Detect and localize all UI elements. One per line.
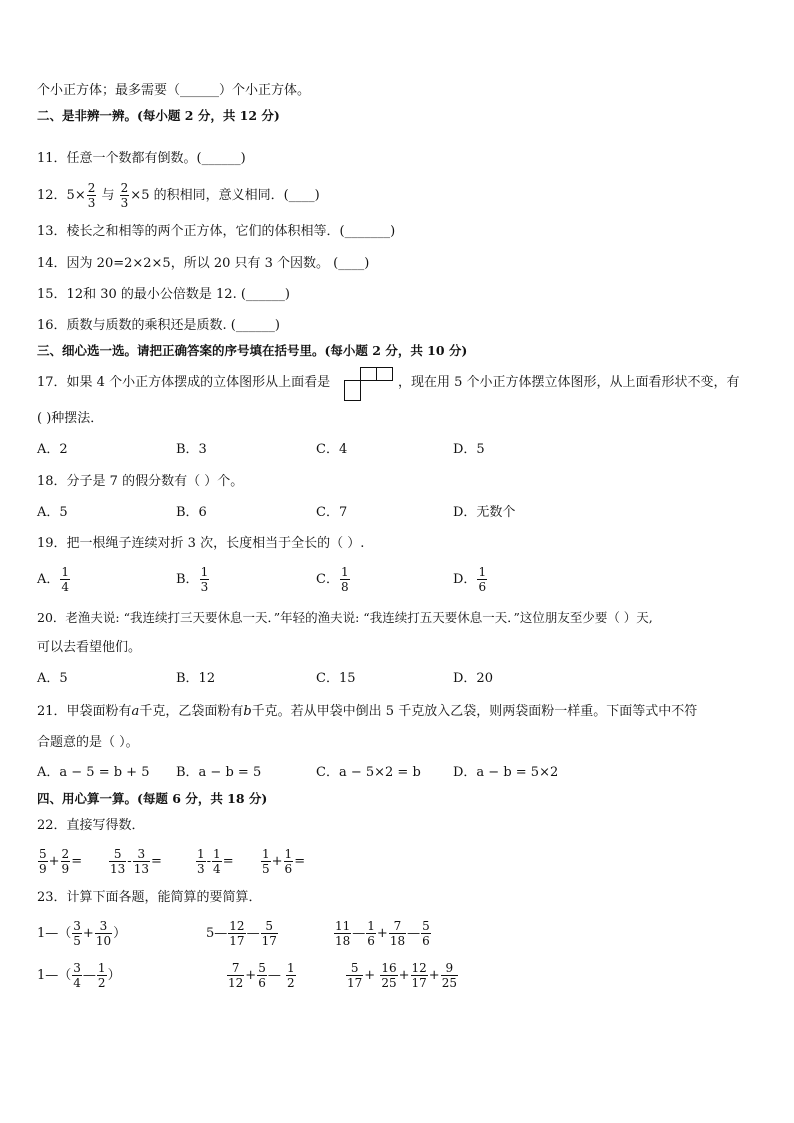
question-15: 15．12和 30 的最小公倍数是 12. (______) (37, 287, 290, 302)
q22-expr-4: $\frac{1}{5}$ + $\frac{1}{6}$ = (262, 847, 306, 876)
question-13: 13．棱长之和相等的两个正方体，它们的体积相等．(_______) (37, 224, 396, 239)
var-b: b (243, 704, 252, 719)
question-18: 18．分子是 7 的假分数有（ ）个。 (37, 474, 244, 489)
question-21-line-2: 合题意的是（ ）。 (37, 735, 139, 750)
section-4-heading: 四、用心算一算。(每题 6 分，共 18 分) (37, 791, 268, 806)
question-16: 16．质数与质数的乘积还是质数. (______) (37, 318, 280, 333)
q23-expr-1c: $\frac{11}{18}$ — $\frac{1}{6}$ + $\frac{7}{18}$ — $\frac{5}{6}$ (335, 919, 430, 948)
q17-option-c: C．4 (316, 442, 348, 457)
fraction: $\frac{1}{4}$ (61, 565, 70, 594)
question-20-line-1: 20．老渔夫说: “我连续打三天要休息一天．”年轻的渔夫说: “我连续打五天要休息一天．”这位朋友至少要（ ）天, (37, 610, 653, 625)
question-17-part-b: ，现在用 5 个小正方体摆立体图形，从上面看形状不变，有 (398, 375, 740, 390)
q21-option-a: A．a − 5 = b + 5 (37, 765, 150, 780)
q19-option-b: B． $\frac{1}{3}$ (176, 565, 209, 594)
q23-expr-2c: $\frac{5}{17}$ + $\frac{16}{25}$ + $\frac{12}{17}$ + $\frac{9}{25}$ (347, 961, 457, 990)
question-20-line-2: 可以去看望他们。 (37, 640, 142, 655)
question-17-part-a: 17．如果 4 个小正方体摆成的立体图形从上面看是 (37, 375, 331, 390)
question-14: 14．因为 20=2×2×5，所以 20 只有 3 个因数。 (____) (37, 256, 370, 271)
question-17-part-c: ( )种摆法． (37, 411, 104, 426)
q17-option-a: A．2 (37, 442, 68, 457)
fraction: $\frac{2}{3}$ (87, 181, 96, 210)
q18-option-a: A．5 (37, 505, 68, 520)
q19-option-c: C． $\frac{1}{8}$ (316, 565, 349, 594)
q22-expr-2: $\frac{5}{13}$ - $\frac{3}{13}$ = (110, 847, 162, 876)
q19-option-d: D． $\frac{1}{6}$ (453, 565, 487, 594)
q22-expr-3: $\frac{1}{3}$ - $\frac{1}{4}$ = (197, 847, 234, 876)
q19-option-a: A． $\frac{1}{4}$ (37, 565, 70, 594)
q17-option-d: D．5 (453, 442, 485, 457)
q23-expr-1b: 5— $\frac{12}{17}$ — $\frac{5}{17}$ (206, 919, 277, 948)
question-23: 23．计算下面各题，能简算的要简算． (37, 890, 262, 905)
q12-part-a: 12．5× (37, 188, 86, 203)
q21-option-c: C．a − 5×2 = b (316, 765, 421, 780)
q23-expr-2a: 1—（ $\frac{3}{4}$ — $\frac{1}{2}$ ） (37, 961, 121, 990)
q12-part-b: 与 (101, 188, 115, 203)
section-2-heading: 二、是非辨一辨。(每小题 2 分，共 12 分) (37, 108, 280, 123)
question-11: 11．任意一个数都有倒数。(______) (37, 151, 246, 166)
q17-option-b: B．3 (176, 442, 207, 457)
q21-option-d: D．a − b = 5×2 (453, 765, 559, 780)
q12-part-c: ×5 的积相同，意义相同．(____) (130, 188, 320, 203)
q18-option-d: D．无数个 (453, 505, 516, 520)
q18-option-b: B．6 (176, 505, 207, 520)
question-21-line-1: 21．甲袋面粉有a千克，乙袋面粉有b千克。若从甲袋中倒出 5 千克放入乙袋，则两袋面粉一样重。下面等式中不符 (37, 704, 698, 719)
q23-expr-2b: $\frac{7}{12}$ + $\frac{5}{6}$ — $\frac{1}{2}$ (228, 961, 295, 990)
q20-option-c: C．15 (316, 671, 356, 686)
q20-option-b: B．12 (176, 671, 216, 686)
var-a: a (131, 704, 140, 719)
section-3-heading: 三、细心选一选。请把正确答案的序号填在括号里。(每小题 2 分，共 10 分) (37, 343, 468, 358)
q18-option-c: C．7 (316, 505, 348, 520)
question-19: 19．把一根绳子连续对折 3 次，长度相当于全长的（ ）. (37, 536, 365, 551)
fraction: $\frac{1}{3}$ (200, 565, 209, 594)
q23-expr-1a: 1—（ $\frac{3}{5}$ + $\frac{3}{10}$ ） (37, 919, 127, 948)
fraction: $\frac{2}{3}$ (120, 181, 129, 210)
q20-option-a: A．5 (37, 671, 68, 686)
top-view-shape (344, 367, 394, 401)
question-22: 22．直接写得数． (37, 818, 145, 833)
question-12 (37, 180, 320, 212)
q21-option-b: B．a − b = 5 (176, 765, 262, 780)
continuation-line: 个小正方体；最多需要（______）个小正方体。 (37, 83, 311, 98)
fraction: $\frac{1}{6}$ (478, 565, 487, 594)
q22-expr-1: $\frac{5}{9}$ + $\frac{2}{9}$ = (39, 847, 83, 876)
fraction: $\frac{1}{8}$ (340, 565, 349, 594)
q20-option-d: D．20 (453, 671, 493, 686)
